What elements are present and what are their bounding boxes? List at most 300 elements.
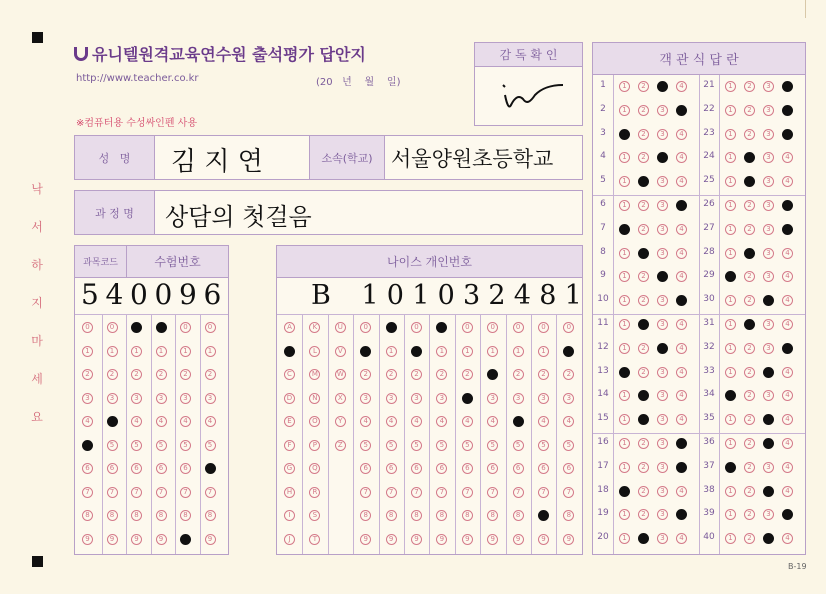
answer-bubble[interactable]: 1 <box>725 319 736 330</box>
exam-code-bubble[interactable]: 0 <box>107 322 118 333</box>
neis-digit-bubble[interactable]: 0 <box>538 322 549 333</box>
exam-code-bubble[interactable]: 4 <box>131 416 142 427</box>
neis-digit-bubble[interactable]: 8 <box>411 510 422 521</box>
neis-digit-bubble[interactable]: 4 <box>386 416 397 427</box>
answer-bubble[interactable]: 1 <box>725 438 736 449</box>
neis-digit-bubble[interactable]: 7 <box>513 487 524 498</box>
neis-digit-bubble[interactable]: 7 <box>386 487 397 498</box>
answer-bubble[interactable]: 4 <box>782 414 793 425</box>
answer-bubble[interactable]: 4 <box>782 105 793 116</box>
answer-bubble[interactable]: 3 <box>657 248 668 259</box>
neis-digit-bubble[interactable]: 8 <box>563 510 574 521</box>
answer-bubble[interactable]: 3 <box>763 176 774 187</box>
answer-bubble[interactable]: 2 <box>744 509 755 520</box>
answer-bubble[interactable]: 3 <box>657 295 668 306</box>
neis-digit-bubble[interactable]: 3 <box>487 393 498 404</box>
answer-bubble[interactable]: 2 <box>638 390 649 401</box>
exam-code-bubble[interactable]: 7 <box>82 487 93 498</box>
neis-digit-bubble[interactable]: 1 <box>386 346 397 357</box>
exam-code-bubble[interactable]: 9 <box>180 534 191 545</box>
neis-digit-bubble[interactable]: 0 <box>563 322 574 333</box>
exam-code-bubble[interactable]: 1 <box>82 346 93 357</box>
neis-letter-bubble[interactable]: G <box>284 463 295 474</box>
answer-bubble[interactable]: 2 <box>638 319 649 330</box>
answer-bubble[interactable]: 2 <box>744 438 755 449</box>
neis-digit-bubble[interactable]: 4 <box>538 416 549 427</box>
exam-code-bubble[interactable]: 9 <box>131 534 142 545</box>
answer-bubble[interactable]: 3 <box>763 462 774 473</box>
answer-bubble[interactable]: 4 <box>676 295 687 306</box>
neis-letter-bubble[interactable]: P <box>309 440 320 451</box>
answer-bubble[interactable]: 4 <box>782 248 793 259</box>
answer-bubble[interactable]: 1 <box>725 414 736 425</box>
neis-digit-bubble[interactable]: 3 <box>462 393 473 404</box>
answer-bubble[interactable]: 1 <box>725 271 736 282</box>
answer-bubble[interactable]: 1 <box>725 486 736 497</box>
answer-bubble[interactable]: 3 <box>763 343 774 354</box>
exam-code-bubble[interactable]: 4 <box>82 416 93 427</box>
neis-digit-bubble[interactable]: 3 <box>538 393 549 404</box>
answer-bubble[interactable]: 3 <box>763 438 774 449</box>
answer-bubble[interactable]: 3 <box>763 81 774 92</box>
answer-bubble[interactable]: 3 <box>657 152 668 163</box>
neis-letter-bubble[interactable]: O <box>309 416 320 427</box>
neis-digit-bubble[interactable]: 8 <box>538 510 549 521</box>
exam-code-bubble[interactable]: 1 <box>131 346 142 357</box>
exam-code-bubble[interactable]: 9 <box>107 534 118 545</box>
answer-bubble[interactable]: 1 <box>619 462 630 473</box>
neis-digit-bubble[interactable]: 9 <box>487 534 498 545</box>
answer-bubble[interactable]: 3 <box>657 81 668 92</box>
answer-bubble[interactable]: 3 <box>657 200 668 211</box>
answer-bubble[interactable]: 2 <box>744 200 755 211</box>
answer-bubble[interactable]: 2 <box>638 533 649 544</box>
answer-bubble[interactable]: 2 <box>744 129 755 140</box>
neis-digit-bubble[interactable]: 7 <box>563 487 574 498</box>
neis-digit-bubble[interactable]: 4 <box>513 416 524 427</box>
exam-code-bubble[interactable]: 5 <box>131 440 142 451</box>
neis-letter-bubble[interactable]: S <box>309 510 320 521</box>
exam-code-bubble[interactable]: 1 <box>107 346 118 357</box>
answer-bubble[interactable]: 4 <box>676 509 687 520</box>
answer-bubble[interactable]: 2 <box>744 176 755 187</box>
answer-bubble[interactable]: 2 <box>638 105 649 116</box>
answer-bubble[interactable]: 1 <box>725 200 736 211</box>
answer-bubble[interactable]: 2 <box>744 533 755 544</box>
exam-code-bubble[interactable]: 3 <box>131 393 142 404</box>
answer-bubble[interactable]: 3 <box>763 105 774 116</box>
answer-bubble[interactable]: 1 <box>619 129 630 140</box>
answer-bubble[interactable]: 2 <box>744 414 755 425</box>
neis-digit-bubble[interactable]: 5 <box>487 440 498 451</box>
neis-digit-bubble[interactable]: 5 <box>462 440 473 451</box>
answer-bubble[interactable]: 3 <box>657 129 668 140</box>
exam-code-bubble[interactable]: 4 <box>107 416 118 427</box>
answer-bubble[interactable]: 1 <box>619 414 630 425</box>
answer-bubble[interactable]: 1 <box>619 200 630 211</box>
neis-letter-bubble[interactable]: F <box>284 440 295 451</box>
neis-letter-bubble[interactable]: A <box>284 322 295 333</box>
exam-code-bubble[interactable]: 8 <box>82 510 93 521</box>
neis-digit-bubble[interactable]: 1 <box>436 346 447 357</box>
answer-bubble[interactable]: 4 <box>782 343 793 354</box>
answer-bubble[interactable]: 2 <box>638 81 649 92</box>
neis-letter-bubble[interactable]: Z <box>335 440 346 451</box>
answer-bubble[interactable]: 3 <box>657 486 668 497</box>
answer-bubble[interactable]: 4 <box>676 414 687 425</box>
neis-digit-bubble[interactable]: 1 <box>487 346 498 357</box>
answer-bubble[interactable]: 1 <box>725 367 736 378</box>
answer-bubble[interactable]: 4 <box>782 81 793 92</box>
neis-digit-bubble[interactable]: 9 <box>538 534 549 545</box>
answer-bubble[interactable]: 2 <box>638 414 649 425</box>
exam-code-bubble[interactable]: 5 <box>156 440 167 451</box>
exam-code-bubble[interactable]: 0 <box>180 322 191 333</box>
neis-digit-bubble[interactable]: 2 <box>411 369 422 380</box>
answer-bubble[interactable]: 3 <box>657 271 668 282</box>
neis-digit-bubble[interactable]: 9 <box>411 534 422 545</box>
neis-digit-bubble[interactable]: 6 <box>436 463 447 474</box>
exam-code-bubble[interactable]: 8 <box>156 510 167 521</box>
answer-bubble[interactable]: 4 <box>782 319 793 330</box>
neis-digit-bubble[interactable]: 2 <box>386 369 397 380</box>
answer-bubble[interactable]: 4 <box>676 486 687 497</box>
answer-bubble[interactable]: 3 <box>763 248 774 259</box>
exam-code-bubble[interactable]: 5 <box>107 440 118 451</box>
neis-digit-bubble[interactable]: 3 <box>563 393 574 404</box>
neis-digit-bubble[interactable]: 4 <box>436 416 447 427</box>
answer-bubble[interactable]: 1 <box>619 438 630 449</box>
answer-bubble[interactable]: 1 <box>619 271 630 282</box>
answer-bubble[interactable]: 1 <box>725 248 736 259</box>
answer-bubble[interactable]: 3 <box>657 533 668 544</box>
neis-letter-bubble[interactable]: H <box>284 487 295 498</box>
answer-bubble[interactable]: 2 <box>744 152 755 163</box>
exam-code-bubble[interactable]: 2 <box>180 369 191 380</box>
exam-code-bubble[interactable]: 1 <box>180 346 191 357</box>
answer-bubble[interactable]: 3 <box>657 462 668 473</box>
neis-letter-bubble[interactable]: W <box>335 369 346 380</box>
answer-bubble[interactable]: 2 <box>638 271 649 282</box>
neis-digit-bubble[interactable]: 1 <box>462 346 473 357</box>
answer-bubble[interactable]: 4 <box>676 533 687 544</box>
answer-bubble[interactable]: 4 <box>676 462 687 473</box>
answer-bubble[interactable]: 2 <box>638 509 649 520</box>
answer-bubble[interactable]: 2 <box>744 390 755 401</box>
answer-bubble[interactable]: 1 <box>619 367 630 378</box>
exam-code-bubble[interactable]: 2 <box>82 369 93 380</box>
neis-digit-bubble[interactable]: 8 <box>462 510 473 521</box>
neis-digit-bubble[interactable]: 2 <box>360 369 371 380</box>
answer-bubble[interactable]: 1 <box>619 319 630 330</box>
neis-digit-bubble[interactable]: 1 <box>563 346 574 357</box>
answer-bubble[interactable]: 4 <box>676 81 687 92</box>
answer-bubble[interactable]: 1 <box>725 176 736 187</box>
neis-letter-bubble[interactable]: J <box>284 534 295 545</box>
exam-code-bubble[interactable]: 1 <box>156 346 167 357</box>
exam-code-bubble[interactable]: 8 <box>107 510 118 521</box>
exam-code-bubble[interactable]: 4 <box>205 416 216 427</box>
exam-code-bubble[interactable]: 2 <box>156 369 167 380</box>
answer-bubble[interactable]: 2 <box>744 486 755 497</box>
answer-bubble[interactable]: 1 <box>619 390 630 401</box>
answer-bubble[interactable]: 1 <box>725 533 736 544</box>
answer-bubble[interactable]: 3 <box>763 367 774 378</box>
answer-bubble[interactable]: 2 <box>638 438 649 449</box>
answer-bubble[interactable]: 2 <box>744 81 755 92</box>
answer-bubble[interactable]: 2 <box>638 152 649 163</box>
answer-bubble[interactable]: 1 <box>619 81 630 92</box>
answer-bubble[interactable]: 4 <box>782 533 793 544</box>
answer-bubble[interactable]: 3 <box>763 390 774 401</box>
neis-digit-bubble[interactable]: 5 <box>436 440 447 451</box>
neis-digit-bubble[interactable]: 5 <box>360 440 371 451</box>
answer-bubble[interactable]: 3 <box>763 271 774 282</box>
exam-code-bubble[interactable]: 4 <box>180 416 191 427</box>
answer-bubble[interactable]: 2 <box>744 295 755 306</box>
neis-letter-bubble[interactable]: Y <box>335 416 346 427</box>
neis-digit-bubble[interactable]: 0 <box>487 322 498 333</box>
neis-digit-bubble[interactable]: 6 <box>563 463 574 474</box>
neis-letter-bubble[interactable]: X <box>335 393 346 404</box>
answer-bubble[interactable]: 2 <box>744 462 755 473</box>
neis-digit-bubble[interactable]: 0 <box>360 322 371 333</box>
answer-bubble[interactable]: 1 <box>619 105 630 116</box>
neis-digit-bubble[interactable]: 3 <box>513 393 524 404</box>
neis-digit-bubble[interactable]: 4 <box>487 416 498 427</box>
answer-bubble[interactable]: 4 <box>782 200 793 211</box>
neis-digit-bubble[interactable]: 2 <box>538 369 549 380</box>
answer-bubble[interactable]: 2 <box>744 224 755 235</box>
answer-bubble[interactable]: 3 <box>763 129 774 140</box>
exam-code-bubble[interactable]: 6 <box>180 463 191 474</box>
answer-bubble[interactable]: 4 <box>676 367 687 378</box>
answer-bubble[interactable]: 2 <box>744 271 755 282</box>
exam-code-bubble[interactable]: 5 <box>180 440 191 451</box>
exam-code-bubble[interactable]: 7 <box>156 487 167 498</box>
answer-bubble[interactable]: 4 <box>782 390 793 401</box>
neis-digit-bubble[interactable]: 3 <box>360 393 371 404</box>
exam-code-bubble[interactable]: 8 <box>131 510 142 521</box>
neis-letter-bubble[interactable]: V <box>335 346 346 357</box>
answer-bubble[interactable]: 4 <box>676 176 687 187</box>
answer-bubble[interactable]: 4 <box>676 390 687 401</box>
answer-bubble[interactable]: 1 <box>619 486 630 497</box>
answer-bubble[interactable]: 4 <box>782 462 793 473</box>
exam-code-bubble[interactable]: 2 <box>205 369 216 380</box>
exam-code-bubble[interactable]: 6 <box>131 463 142 474</box>
answer-bubble[interactable]: 4 <box>676 343 687 354</box>
answer-bubble[interactable]: 4 <box>676 152 687 163</box>
answer-bubble[interactable]: 4 <box>782 271 793 282</box>
neis-digit-bubble[interactable]: 3 <box>411 393 422 404</box>
neis-letter-bubble[interactable]: Q <box>309 463 320 474</box>
neis-digit-bubble[interactable]: 4 <box>360 416 371 427</box>
answer-bubble[interactable]: 3 <box>763 414 774 425</box>
neis-digit-bubble[interactable]: 1 <box>360 346 371 357</box>
neis-digit-bubble[interactable]: 0 <box>462 322 473 333</box>
neis-digit-bubble[interactable]: 6 <box>411 463 422 474</box>
answer-bubble[interactable]: 3 <box>657 105 668 116</box>
answer-bubble[interactable]: 1 <box>619 248 630 259</box>
neis-digit-bubble[interactable]: 7 <box>360 487 371 498</box>
exam-code-bubble[interactable]: 6 <box>205 463 216 474</box>
neis-digit-bubble[interactable]: 1 <box>411 346 422 357</box>
answer-bubble[interactable]: 2 <box>638 248 649 259</box>
neis-letter-bubble[interactable]: E <box>284 416 295 427</box>
neis-digit-bubble[interactable]: 5 <box>513 440 524 451</box>
answer-bubble[interactable]: 3 <box>657 176 668 187</box>
neis-digit-bubble[interactable]: 5 <box>538 440 549 451</box>
answer-bubble[interactable]: 4 <box>676 438 687 449</box>
answer-bubble[interactable]: 3 <box>657 438 668 449</box>
answer-bubble[interactable]: 2 <box>638 343 649 354</box>
exam-code-bubble[interactable]: 7 <box>205 487 216 498</box>
exam-code-bubble[interactable]: 0 <box>205 322 216 333</box>
neis-digit-bubble[interactable]: 7 <box>538 487 549 498</box>
answer-bubble[interactable]: 3 <box>763 295 774 306</box>
answer-bubble[interactable]: 4 <box>782 152 793 163</box>
neis-digit-bubble[interactable]: 4 <box>411 416 422 427</box>
answer-bubble[interactable]: 4 <box>782 176 793 187</box>
neis-digit-bubble[interactable]: 6 <box>487 463 498 474</box>
exam-code-bubble[interactable]: 6 <box>82 463 93 474</box>
answer-bubble[interactable]: 3 <box>657 390 668 401</box>
answer-bubble[interactable]: 4 <box>782 486 793 497</box>
answer-bubble[interactable]: 4 <box>782 438 793 449</box>
answer-bubble[interactable]: 4 <box>782 224 793 235</box>
neis-digit-bubble[interactable]: 7 <box>411 487 422 498</box>
exam-code-bubble[interactable]: 3 <box>180 393 191 404</box>
neis-digit-bubble[interactable]: 9 <box>462 534 473 545</box>
answer-bubble[interactable]: 4 <box>676 224 687 235</box>
neis-digit-bubble[interactable]: 9 <box>513 534 524 545</box>
neis-digit-bubble[interactable]: 2 <box>513 369 524 380</box>
exam-code-bubble[interactable]: 4 <box>156 416 167 427</box>
answer-bubble[interactable]: 2 <box>638 295 649 306</box>
answer-bubble[interactable]: 1 <box>725 343 736 354</box>
exam-code-bubble[interactable]: 2 <box>131 369 142 380</box>
exam-code-bubble[interactable]: 5 <box>82 440 93 451</box>
answer-bubble[interactable]: 1 <box>725 152 736 163</box>
neis-digit-bubble[interactable]: 7 <box>487 487 498 498</box>
exam-code-bubble[interactable]: 0 <box>131 322 142 333</box>
neis-digit-bubble[interactable]: 9 <box>386 534 397 545</box>
exam-code-bubble[interactable]: 7 <box>180 487 191 498</box>
exam-code-bubble[interactable]: 9 <box>156 534 167 545</box>
neis-letter-bubble[interactable]: B <box>284 346 295 357</box>
answer-bubble[interactable]: 1 <box>619 224 630 235</box>
neis-letter-bubble[interactable]: R <box>309 487 320 498</box>
neis-digit-bubble[interactable]: 0 <box>513 322 524 333</box>
neis-letter-bubble[interactable]: T <box>309 534 320 545</box>
neis-digit-bubble[interactable]: 5 <box>563 440 574 451</box>
exam-code-bubble[interactable]: 3 <box>205 393 216 404</box>
answer-bubble[interactable]: 4 <box>676 319 687 330</box>
neis-digit-bubble[interactable]: 3 <box>436 393 447 404</box>
answer-bubble[interactable]: 2 <box>744 105 755 116</box>
neis-digit-bubble[interactable]: 1 <box>538 346 549 357</box>
neis-digit-bubble[interactable]: 9 <box>563 534 574 545</box>
answer-bubble[interactable]: 1 <box>725 224 736 235</box>
answer-bubble[interactable]: 2 <box>638 462 649 473</box>
neis-digit-bubble[interactable]: 2 <box>436 369 447 380</box>
answer-bubble[interactable]: 2 <box>744 248 755 259</box>
neis-digit-bubble[interactable]: 6 <box>462 463 473 474</box>
neis-digit-bubble[interactable]: 8 <box>386 510 397 521</box>
answer-bubble[interactable]: 2 <box>638 224 649 235</box>
answer-bubble[interactable]: 3 <box>657 224 668 235</box>
answer-bubble[interactable]: 2 <box>744 367 755 378</box>
neis-letter-bubble[interactable]: U <box>335 322 346 333</box>
neis-digit-bubble[interactable]: 8 <box>513 510 524 521</box>
exam-code-bubble[interactable]: 6 <box>156 463 167 474</box>
answer-bubble[interactable]: 1 <box>725 81 736 92</box>
answer-bubble[interactable]: 3 <box>763 486 774 497</box>
exam-code-bubble[interactable]: 1 <box>205 346 216 357</box>
neis-digit-bubble[interactable]: 0 <box>436 322 447 333</box>
answer-bubble[interactable]: 3 <box>763 509 774 520</box>
answer-bubble[interactable]: 1 <box>725 105 736 116</box>
exam-code-bubble[interactable]: 8 <box>205 510 216 521</box>
answer-bubble[interactable]: 2 <box>638 367 649 378</box>
answer-bubble[interactable]: 3 <box>763 533 774 544</box>
answer-bubble[interactable]: 3 <box>657 343 668 354</box>
answer-bubble[interactable]: 1 <box>725 129 736 140</box>
answer-bubble[interactable]: 2 <box>744 343 755 354</box>
answer-bubble[interactable]: 4 <box>676 105 687 116</box>
exam-code-bubble[interactable]: 7 <box>131 487 142 498</box>
answer-bubble[interactable]: 2 <box>744 319 755 330</box>
exam-code-bubble[interactable]: 2 <box>107 369 118 380</box>
answer-bubble[interactable]: 1 <box>725 390 736 401</box>
answer-bubble[interactable]: 1 <box>725 462 736 473</box>
exam-code-bubble[interactable]: 8 <box>180 510 191 521</box>
answer-bubble[interactable]: 4 <box>782 367 793 378</box>
neis-digit-bubble[interactable]: 5 <box>386 440 397 451</box>
answer-bubble[interactable]: 2 <box>638 176 649 187</box>
neis-digit-bubble[interactable]: 8 <box>360 510 371 521</box>
answer-bubble[interactable]: 2 <box>638 486 649 497</box>
answer-bubble[interactable]: 2 <box>638 129 649 140</box>
exam-code-bubble[interactable]: 3 <box>156 393 167 404</box>
neis-letter-bubble[interactable]: N <box>309 393 320 404</box>
exam-code-bubble[interactable]: 5 <box>205 440 216 451</box>
neis-digit-bubble[interactable]: 6 <box>538 463 549 474</box>
answer-bubble[interactable]: 1 <box>725 509 736 520</box>
neis-digit-bubble[interactable]: 2 <box>563 369 574 380</box>
exam-code-bubble[interactable]: 6 <box>107 463 118 474</box>
answer-bubble[interactable]: 4 <box>676 129 687 140</box>
exam-code-bubble[interactable]: 3 <box>82 393 93 404</box>
answer-bubble[interactable]: 1 <box>619 343 630 354</box>
answer-bubble[interactable]: 3 <box>763 319 774 330</box>
neis-digit-bubble[interactable]: 6 <box>513 463 524 474</box>
neis-digit-bubble[interactable]: 7 <box>462 487 473 498</box>
neis-digit-bubble[interactable]: 4 <box>462 416 473 427</box>
neis-digit-bubble[interactable]: 8 <box>487 510 498 521</box>
answer-bubble[interactable]: 1 <box>619 533 630 544</box>
neis-letter-bubble[interactable]: L <box>309 346 320 357</box>
neis-digit-bubble[interactable]: 6 <box>386 463 397 474</box>
exam-code-bubble[interactable]: 9 <box>82 534 93 545</box>
answer-bubble[interactable]: 4 <box>782 509 793 520</box>
answer-bubble[interactable]: 4 <box>782 295 793 306</box>
answer-bubble[interactable]: 1 <box>619 176 630 187</box>
neis-letter-bubble[interactable]: M <box>309 369 320 380</box>
neis-digit-bubble[interactable]: 7 <box>436 487 447 498</box>
answer-bubble[interactable]: 1 <box>619 152 630 163</box>
